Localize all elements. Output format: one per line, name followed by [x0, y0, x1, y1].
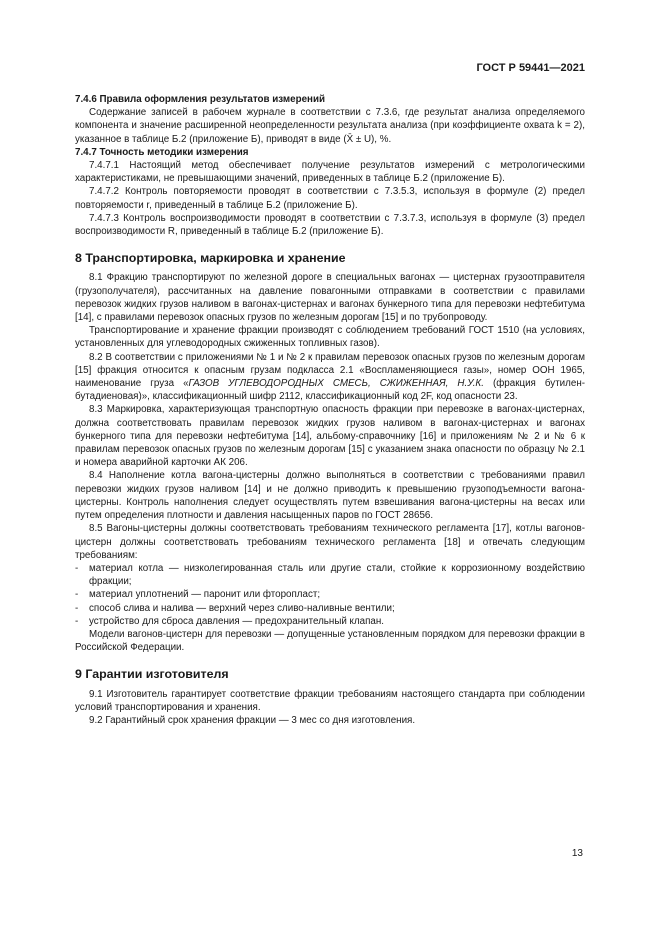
document-id: ГОСТ Р 59441—2021 — [476, 62, 585, 74]
paragraph-8-2 — [75, 351, 585, 404]
paragraph-7-4-7-1: 7.4.7.1 Настоящий метод обеспечивает получение результатов измерений с метрологическими характеристиками, не превышающими значений, приведенных в таблице Б.2 (приложение Б). — [75, 160, 585, 185]
list-item: - материал уплотнений — паронит или фторопласт; — [75, 589, 321, 601]
paragraph-8-2-part-b: (фракция бутилен-бутадиеновая)», классификационный шифр 2112, классификационный код 2F, код опасности 23. — [75, 378, 585, 403]
paragraph-8-5: 8.5 Вагоны-цистерны должны соответствовать требованиям технического регламента [17], котлы вагонов-цистерн должны соответствовать требованиям технического регламента [18] и отвечать следующим требованиям: — [75, 523, 585, 561]
paragraph-8-2-part-a: 8.2 В соответствии с приложениями № 1 и № 2 к правилам перевозок опасных грузов по железным дорогам [15] фракция относится к опасным грузам подкласса 2.1 «Воспламеняющиеся газы», номер ООН 1965, наименование груза « — [75, 351, 585, 390]
list-bullet: - — [75, 589, 79, 601]
paragraph-8-1: 8.1 Фракцию транспортируют по железной дороге в специальных вагонах — цистернах грузоотправителя (грузополучателя), рассчитанных на давление повагонными отправками в соответствии с правилами перевозок жидких грузов наливом в вагонах-цистернах и вагонах бункерного типа для перевозки нефтебитума [14], с правилами перевозок опасных грузов по железным дорогам [15] и по трубопроводу. — [75, 272, 585, 324]
paragraph-8-models: Модели вагонов-цистерн для перевозки — допущенные установленным порядком для перевозки фракции в Российской Федерации. — [75, 628, 585, 654]
cargo-name: ГАЗОВ УГЛЕВОДОРОДНЫХ СМЕСЬ, СЖИЖЕННАЯ, Н.У.К. — [188, 378, 484, 390]
paragraph-7-4-7-2: 7.4.7.2 Контроль повторяемости проводят в соответствии с 7.3.5.3, используя в формуле (2) предел повторяемости r, приведенный в таблице Б.2 (приложение Б). — [75, 186, 585, 211]
paragraph-9-2: 9.2 Гарантийный срок хранения фракции — 3 мес со дня изготовления. — [89, 714, 416, 726]
paragraph-7-4-6: Содержание записей в рабочем журнале в соответствии с 7.3.6, где результат анализа определяемого компонента и значение расширенной неопределенности результата анализа (при коэффициенте охвата k = 2), указанное в таблице Б.2 (приложение Б), приводят в виде (X̄ ± U), %. — [75, 107, 585, 145]
paragraph-7-4-7-3: 7.4.7.3 Контроль воспроизводимости проводят в соответствии с 7.3.7.3, используя в формуле (3) предел воспроизводимости R, приведенный в таблице Б.2 (приложение Б). — [75, 212, 585, 238]
paragraph-8-4: 8.4 Наполнение котла вагона-цистерны должно выполняться в соответствии с требованиями правил перевозки жидких грузов наливом [14] и не должно приводить к превышению грузоподъемности вагона-цистерны. Контроль наполнения следует осуществлять путем взвешивания вагона-цистерны на весах или путем определения плотности и давления насыщенных паров по ГОСТ 28656. — [75, 470, 585, 522]
section-8-heading: 8 Транспортировка, маркировка и хранение — [75, 251, 346, 266]
section-7-4-7-title: 7.4.7 Точность методики измерения — [75, 146, 249, 158]
list-bullet: - — [75, 615, 79, 627]
section-7-4-6-title: 7.4.6 Правила оформления результатов измерений — [75, 94, 326, 105]
page-number: 13 — [571, 848, 583, 859]
document-body — [75, 93, 585, 727]
list-item: - устройство для сброса давления — предохранительный клапан. — [75, 615, 385, 627]
paragraph-8-1-storage: Транспортирование и хранение фракции производят с соблюдением требований ГОСТ 1510 (на условиях, установленных для углеводородных сжиженных топливных газов). — [75, 325, 585, 350]
list-item: - материал котла — низколегированная сталь или другие стали, стойкие к коррозионному воздействию фракции; — [75, 562, 585, 588]
list-item: - способ слива и налива — верхний через сливо-наливные вентили; — [75, 602, 395, 614]
paragraph-8-3: 8.3 Маркировка, характеризующая транспортную опасность фракции при перевозке в вагонах-цистернах, должна соответствовать правилам перевозок жидких грузов наливом в вагонах-цистернах и вагонах бункерного типа для перевозки нефтебитума [14], альбому-справочнику [16] и приложениям № 2 и № 6 к правилам перевозок опасных грузов по железным дорогам [15] с указанием знака опасности по образцу № 2.1 и номера аварийной карточки АК 206. — [75, 404, 585, 469]
list-bullet: - — [75, 602, 79, 614]
list-bullet: - — [75, 562, 79, 574]
section-9-heading: 9 Гарантии изготовителя — [75, 667, 229, 682]
paragraph-9-1: 9.1 Изготовитель гарантирует соответствие фракции требованиям настоящего стандарта при соблюдении условий транспортирования и хранения. — [75, 688, 585, 713]
